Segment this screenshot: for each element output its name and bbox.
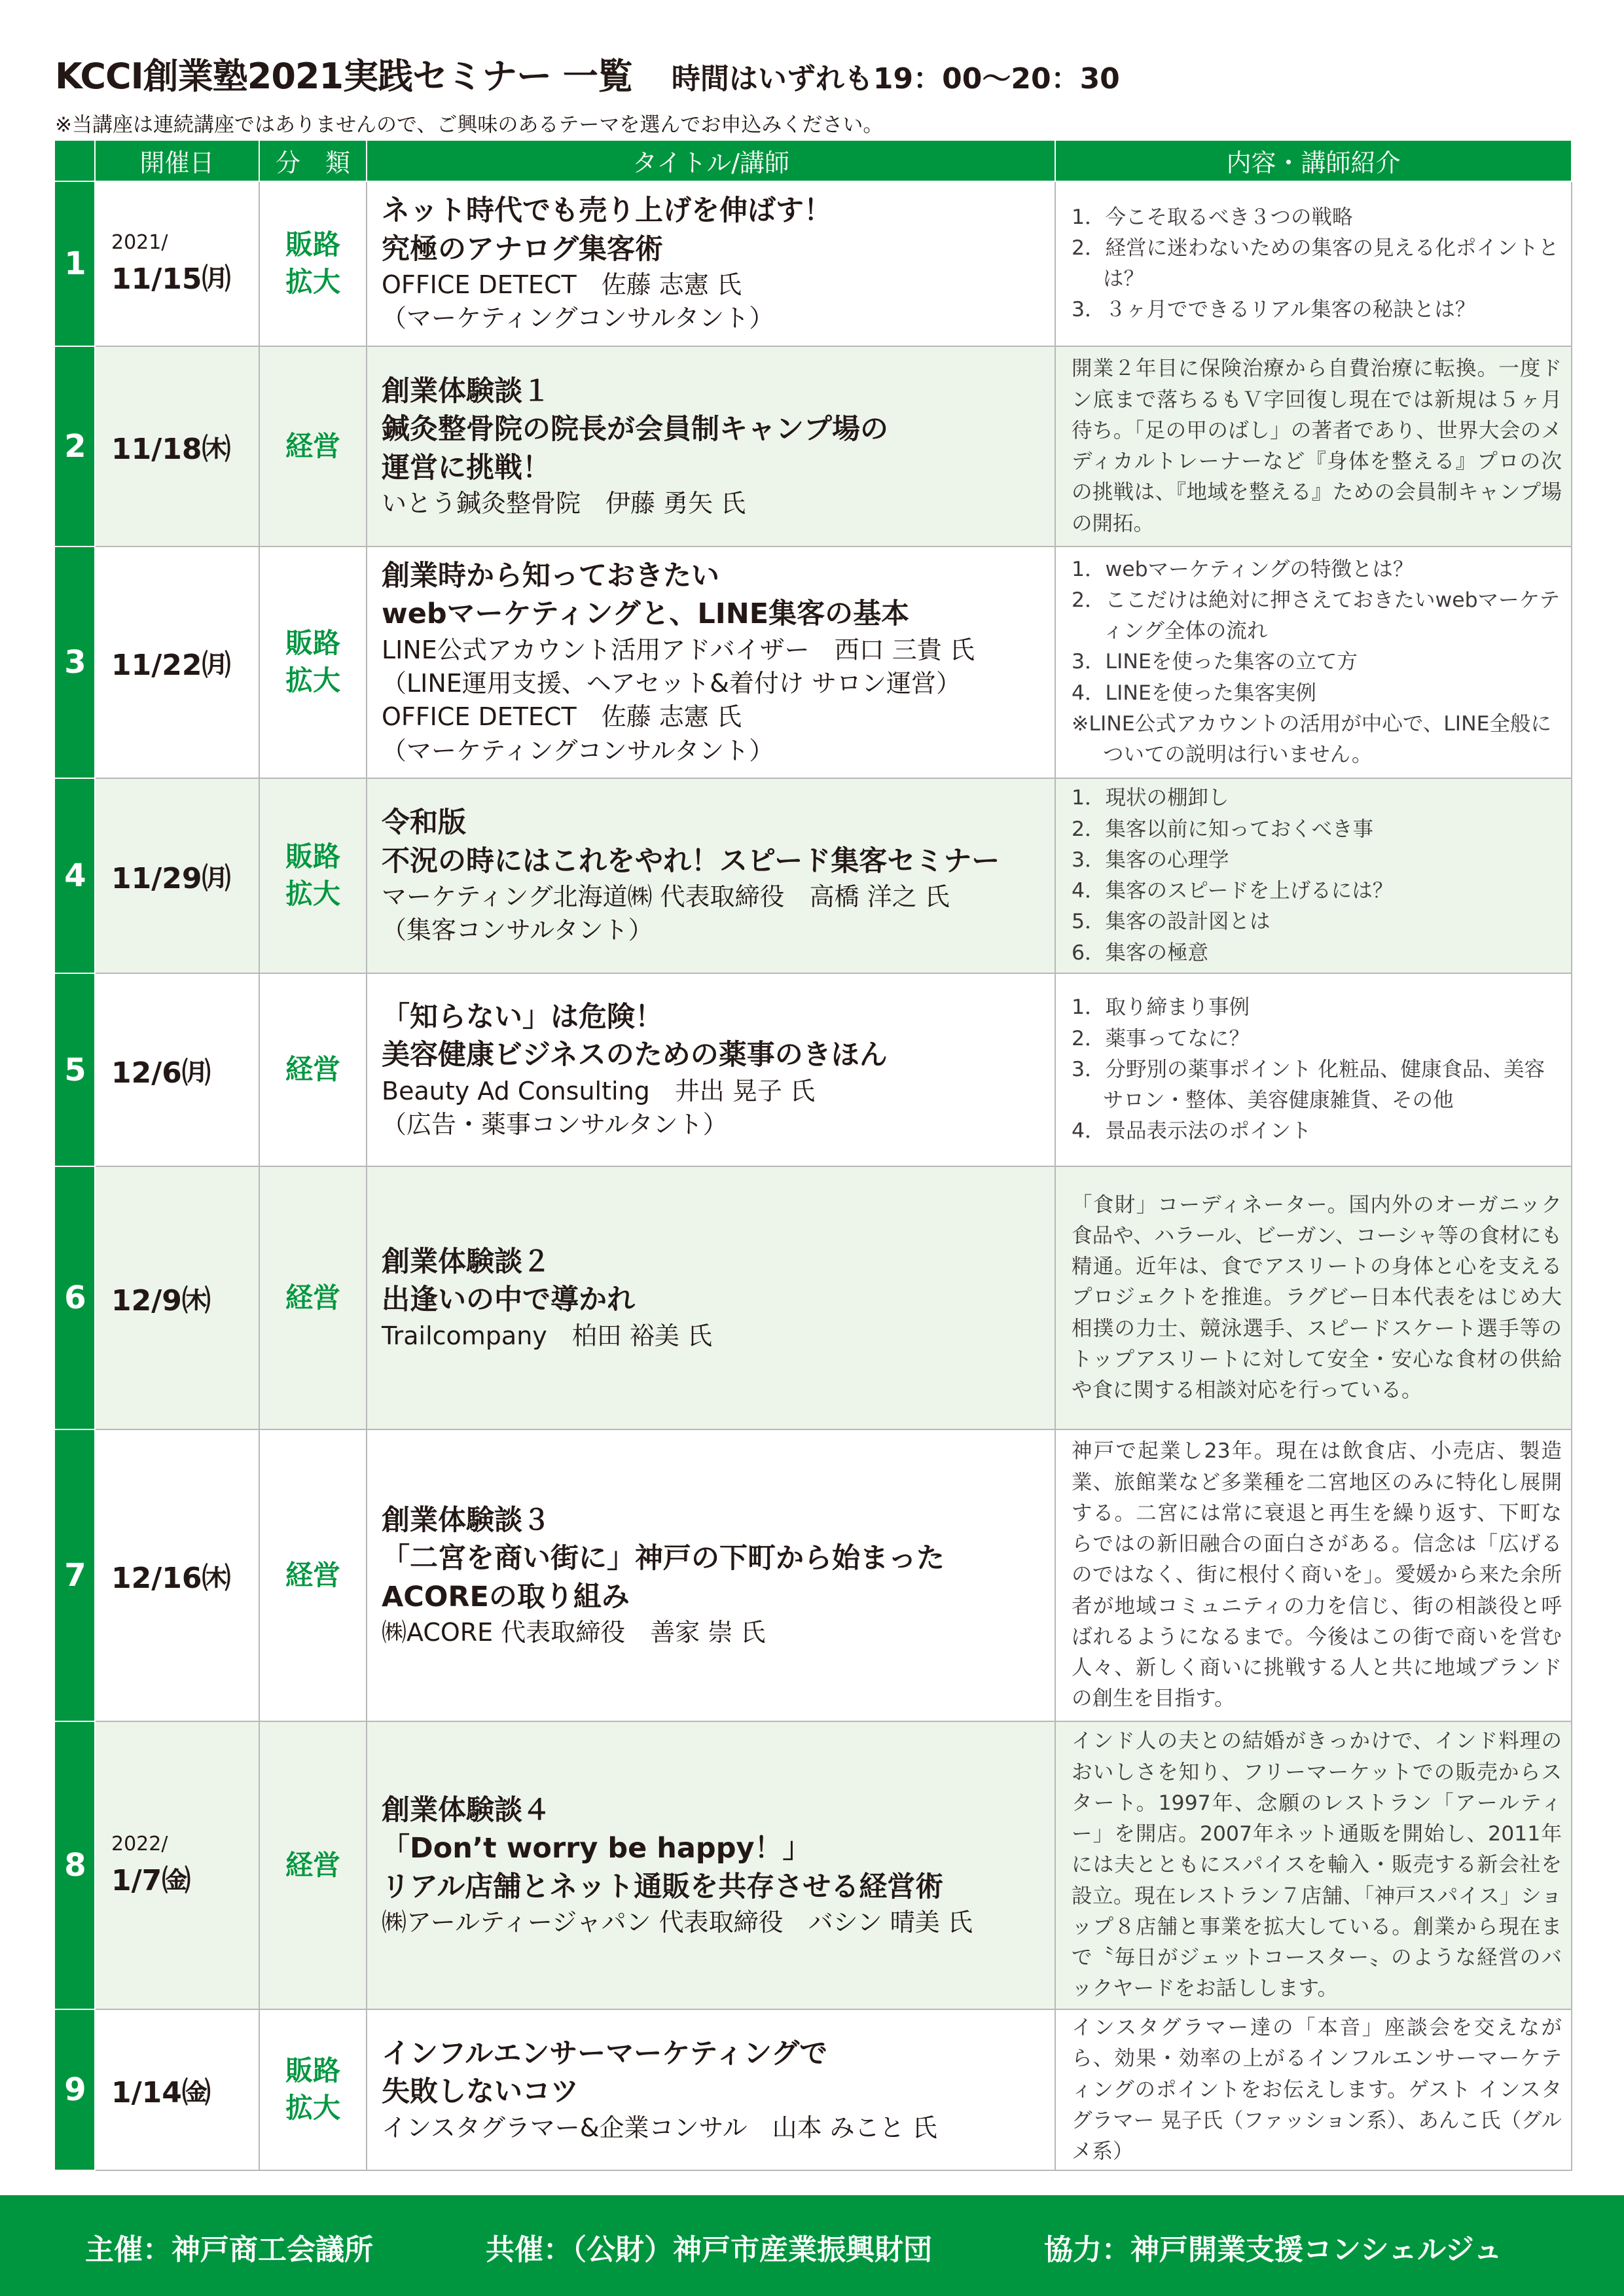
speaker-line: LINE公式アカウント活用アドバイザー 西口 三貴 氏: [382, 635, 975, 664]
date-value: 1/7㈮: [111, 1863, 191, 1897]
date-cell: [95, 1429, 259, 1721]
category-text: 経営: [285, 1053, 340, 1086]
seminar-title-line: 失敗しないコツ: [382, 2075, 579, 2109]
seminar-title-line: 究極のアナログ集客術: [382, 232, 663, 266]
content-item: 1．webマーケティングの特徴とは？: [1072, 557, 1414, 581]
category-text: 経営: [285, 429, 340, 462]
table-row: [56, 1429, 1572, 1721]
table-row: [56, 2009, 1572, 2170]
speaker-line: （LINE運用支援、ヘアセット&着付け サロン運営）: [382, 669, 962, 698]
content-item: 1．現状の棚卸し: [1072, 786, 1229, 810]
title-header: タイトル/講師: [367, 140, 1055, 181]
table-row: [56, 1721, 1572, 2009]
table-row: [56, 346, 1572, 547]
content-item: 4．景品表示法のポイント: [1072, 1119, 1312, 1143]
seminar-title-line: 「Don’t worry be happy！」: [382, 1832, 811, 1865]
seminar-table: [55, 139, 1572, 2171]
title-cell: [367, 973, 1055, 1166]
speaker-profile: 「食財」コーディネーター。国内外のオーガニック食品や、ハラール、ビーガン、コーシャ等の食材にも精通。近年は、食でアスリートの身体と心を支えるプロジェクトを推進。ラグビー日本代表をはじめ大相撲の力士、競泳選手、スピードスケート選手等のトップアスリートに対して安全・安心な食材の供給や食に関する相談対応を行っている。: [1072, 1193, 1562, 1403]
number-header: [56, 140, 95, 181]
date-value: 1/14㈮: [111, 2076, 211, 2110]
seminar-title-line: 「知らない」は危険！: [382, 1000, 663, 1033]
title-cell: [367, 1429, 1055, 1721]
category-text: 経営: [285, 1558, 340, 1591]
category-header: 分 類: [259, 140, 367, 181]
speaker-profile: 開業２年目に保険治療から自費治療に転換。一度ドン底まで落ちるもＶ字回復し現在では新規は５ヶ月待ち。「足の甲のばし」の著者であり、世界大会のメディカルトレーナーなど『身体を整える』プロの次の挑戦は、『地域を整える』ための会員制キャンプ場の開拓。: [1072, 357, 1562, 535]
content-item: 1．今こそ取るべき３つの戦略: [1072, 205, 1353, 229]
table-row: [56, 973, 1572, 1166]
date-value: 12/6㈪: [111, 1056, 211, 1090]
category-text: 販路: [285, 840, 340, 873]
seminar-title-line: 出逢いの中で導かれ: [382, 1283, 635, 1317]
table-header-row: [56, 140, 1572, 181]
category-text: 拡大: [285, 878, 340, 910]
application-note: ※当講座は連続講座ではありませんので、ご興味のあるテーマを選んでお申込みください。: [55, 113, 884, 137]
speaker-profile: 神戸で起業し23年。現在は飲食店、小売店、製造業、旅館業など多業種を二宮地区のみに特化し展開する。二宮には常に衰退と再生を繰り返す、下町ならではの新旧融合の面白さがある。信念は「広げるのではなく、街に根付く商いを」。愛媛から来た余所者が地域コミュニティの力を信じ、街の相談役と呼ばれるようになるまで。今後はこの街で商いを営む人々、新しく商いに挑戦する人と共に地域ブランドの創生を目指す。: [1072, 1439, 1562, 1711]
seminar-title-line: ACOREの取り組み: [382, 1580, 630, 1613]
content-item: 3．３ヶ月でできるリアル集客の秘訣とは？: [1072, 298, 1476, 322]
table-row: [56, 181, 1572, 346]
seminar-title-line: 創業時から知っておきたい: [382, 559, 719, 592]
date-cell: [95, 1721, 259, 2009]
table-row: [56, 547, 1572, 778]
seminar-number: 3: [56, 547, 95, 778]
seminar-number: 9: [56, 2009, 95, 2170]
seminar-title-line: 創業体験談４: [382, 1793, 550, 1827]
category-text: 経営: [285, 1848, 340, 1881]
title-cell: [367, 181, 1055, 346]
date-cell: [95, 1166, 259, 1429]
date-value: 12/9㈭: [111, 1284, 211, 1318]
content-item: 6．集客の極意: [1072, 941, 1209, 965]
seminar-title-line: 創業体験談２: [382, 1245, 550, 1278]
date-cell: [95, 547, 259, 778]
content-cell: [1055, 1721, 1572, 2009]
date-value: 11/18㈭: [111, 433, 231, 466]
time-note: 時間はいずれも19：00〜20：30: [671, 62, 1120, 96]
seminar-title-line: 創業体験談３: [382, 1503, 550, 1537]
date-value: 11/22㈪: [111, 649, 231, 682]
date-cell: [95, 2009, 259, 2170]
seminar-number: 2: [56, 346, 95, 547]
date-year: 2022/: [111, 1832, 168, 1856]
seminar-title-line: webマーケティングと、LINE集客の基本: [382, 598, 910, 631]
category-text: 販路: [285, 2054, 340, 2087]
seminar-title-line: 鍼灸整骨院の院長が会員制キャンプ場の: [382, 413, 888, 446]
content-item: 4．LINEを使った集客実例: [1072, 681, 1316, 705]
seminar-number: 7: [56, 1429, 95, 1721]
seminar-title-line: 「二宮を商い街に」神戸の下町から始まった: [382, 1542, 945, 1575]
title-cell: [367, 547, 1055, 778]
speaker-line: Beauty Ad Consulting 井出 晃子 氏: [382, 1076, 815, 1105]
seminar-title-line: 不況の時にはこれをやれ！スピード集客セミナー: [382, 844, 1000, 878]
date-cell: [95, 778, 259, 973]
title-cell: [367, 778, 1055, 973]
content-item: 2．ここだけは絶対に押さえておきたいwebマーケティング全体の流れ: [1072, 588, 1561, 643]
speaker-line: Trailcompany 柏田 裕美 氏: [382, 1321, 712, 1350]
content-item: 3．LINEを使った集客の立て方: [1072, 650, 1358, 674]
date-value: 11/29㈪: [111, 862, 231, 895]
category-text: 販路: [285, 228, 340, 261]
date-cell: [95, 973, 259, 1166]
title-cell: [367, 1166, 1055, 1429]
cooperating-organization: 協力：神戸開業支援コンシェルジュ: [1044, 2233, 1503, 2267]
content-cell: [1055, 181, 1572, 346]
seminar-title-line: リアル店舗とネット通販を共存させる経営術: [382, 1870, 944, 1903]
content-cell: [1055, 973, 1572, 1166]
category-text: 拡大: [285, 266, 340, 298]
page-title: KCCI創業塾2021実践セミナー 一覧: [55, 56, 632, 97]
title-line: [55, 48, 1567, 99]
host-organizer: 主催：神戸商工会議所: [85, 2233, 373, 2267]
content-item: 2．集客以前に知っておくべき事: [1072, 817, 1374, 841]
speaker-line: OFFICE DETECT 佐藤 志憲 氏: [382, 270, 742, 300]
date-value: 12/16㈭: [111, 1562, 231, 1595]
seminar-title-line: 運営に挑戦！: [382, 451, 550, 484]
content-cell: [1055, 346, 1572, 547]
seminar-number: 4: [56, 778, 95, 973]
speaker-line: いとう鍼灸整骨院 伊藤 勇矢 氏: [382, 489, 746, 518]
speaker-line: OFFICE DETECT 佐藤 志憲 氏: [382, 702, 742, 732]
content-cell: [1055, 778, 1572, 973]
table-row: [56, 1166, 1572, 1429]
seminar-number: 5: [56, 973, 95, 1166]
date-year: 2021/: [111, 230, 168, 254]
category-badge: [259, 1166, 367, 1429]
content-item: 1．取り締まり事例: [1072, 996, 1250, 1020]
content-header: 内容・講師紹介: [1055, 140, 1572, 181]
date-header: 開催日: [95, 140, 259, 181]
category-text: 経営: [285, 1281, 340, 1314]
category-text: 拡大: [285, 2092, 340, 2125]
speaker-line: （マーケティングコンサルタント）: [382, 304, 774, 333]
page-header: [55, 48, 1567, 137]
category-badge: [259, 1429, 367, 1721]
content-cell: [1055, 1429, 1572, 1721]
date-cell: [95, 346, 259, 547]
date-cell: [95, 181, 259, 346]
footer-bar: [0, 2195, 1624, 2296]
speaker-line: インスタグラマー&企業コンサル 山本 みこと 氏: [382, 2113, 937, 2142]
seminar-title-line: 美容健康ビジネスのための薬事のきほん: [382, 1039, 888, 1072]
date-value: 11/15㈪: [111, 262, 231, 296]
seminar-number: 6: [56, 1166, 95, 1429]
speaker-line: （集客コンサルタント）: [382, 916, 653, 945]
content-item: 4．集客のスピードを上げるには？: [1072, 879, 1394, 903]
speaker-line: ㈱ACORE 代表取締役 善家 崇 氏: [382, 1618, 766, 1647]
content-item: ※LINE公式アカウントの活用が中心で、LINE全般についての説明は行いません。: [1072, 711, 1552, 767]
category-badge: [259, 181, 367, 346]
speaker-profile: インスタグラマー達の「本音」座談会を交えながら、効果・効率の上がるインフルエンサーマーケティングのポイントをお伝えします。ゲスト インスタグラマー 晃子氏（ファッション系）、あんこ氏（グルメ系）: [1072, 2016, 1562, 2163]
seminar-title-line: ネット時代でも売り上げを伸ばす！: [382, 194, 832, 228]
seminar-title-line: 令和版: [382, 806, 466, 840]
category-badge: [259, 1721, 367, 2009]
seminar-title-line: インフルエンサーマーケティングで: [382, 2037, 828, 2070]
category-text: 拡大: [285, 664, 340, 696]
speaker-line: マーケティング北海道㈱ 代表取締役 高橋 洋之 氏: [382, 882, 950, 912]
title-cell: [367, 1721, 1055, 2009]
speaker-line: ㈱アールティージャパン 代表取締役 バシン 晴美 氏: [382, 1908, 973, 1937]
category-badge: [259, 973, 367, 1166]
content-item: 2．経営に迷わないための集客の見える化ポイントとは？: [1072, 236, 1559, 291]
category-badge: [259, 2009, 367, 2170]
category-badge: [259, 778, 367, 973]
category-text: 販路: [285, 627, 340, 660]
table-row: [56, 778, 1572, 973]
seminar-number: 8: [56, 1721, 95, 2009]
category-badge: [259, 547, 367, 778]
content-item: 2．薬事ってなに？: [1072, 1026, 1250, 1050]
category-badge: [259, 346, 367, 547]
speaker-profile: インド人の夫との結婚がきっかけで、インド料理のおいしさを知り、フリーマーケットでの販売からスタート。1997年、念願のレストラン「アールティー」を開店。2007年ネット通販を開始し、2011年には夫とともにスパイスを輸入・販売する新会社を設立。現在レストラン７店舗、「神戸スパイス」ショップ８店舗と事業を拡大している。創業から現在まで〝毎日がジェットコースター〟のような経営のバックヤードをお話しします。: [1072, 1729, 1562, 2001]
content-item: 5．集客の設計図とは: [1072, 910, 1271, 934]
content-item: 3．集客の心理学: [1072, 848, 1229, 872]
content-cell: [1055, 1166, 1572, 1429]
content-cell: [1055, 2009, 1572, 2170]
speaker-line: （マーケティングコンサルタント）: [382, 736, 774, 765]
co-host-organizer: 共催：（公財）神戸市産業振興財団: [486, 2233, 932, 2267]
seminar-number: 1: [56, 181, 95, 346]
content-item: 3．分野別の薬事ポイント 化粧品、健康食品、美容サロン・整体、美容健康雑貨、その他: [1072, 1057, 1545, 1113]
title-cell: [367, 2009, 1055, 2170]
seminar-title-line: 創業体験談１: [382, 374, 550, 408]
title-cell: [367, 346, 1055, 547]
content-cell: [1055, 547, 1572, 778]
speaker-line: （広告・薬事コンサルタント）: [382, 1109, 728, 1139]
